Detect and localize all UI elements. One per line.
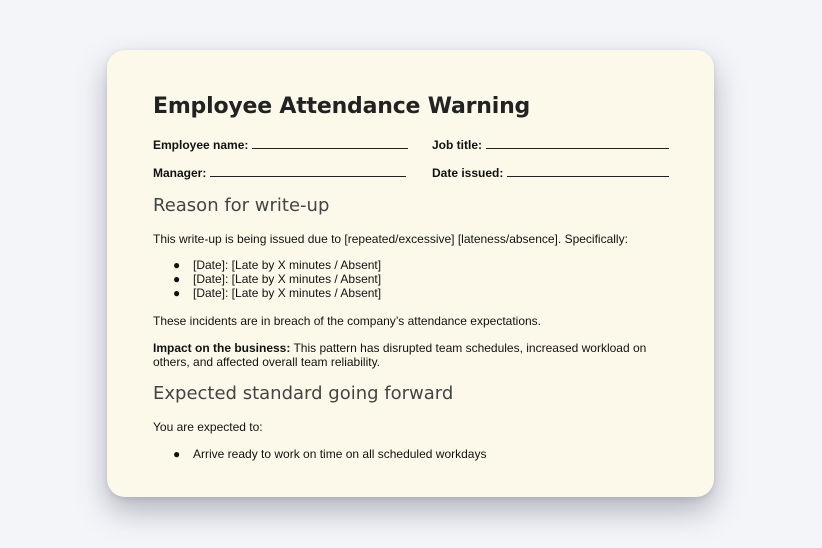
job-title-blank-line <box>486 137 669 149</box>
reason-section-heading: Reason for write-up <box>153 195 330 216</box>
list-item <box>153 258 381 272</box>
incident-text: [Date]: [Late by X minutes / Absent] <box>193 286 382 300</box>
employee-name-label: Employee name: <box>153 138 249 152</box>
list-item <box>153 272 381 286</box>
incident-text: [Date]: [Late by X minutes / Absent] <box>193 272 382 286</box>
manager-label: Manager: <box>153 166 207 180</box>
field-row-employee <box>153 137 669 152</box>
reason-intro: This write-up is being issued due to [repeated/excessive] [lateness/absence]. Specifically: <box>153 232 628 246</box>
document-title: Employee Attendance Warning <box>153 94 531 119</box>
employee-name-field <box>153 137 432 152</box>
job-title-label: Job title: <box>432 138 482 152</box>
field-row-manager <box>153 165 669 180</box>
expected-intro: You are expected to: <box>153 420 263 434</box>
incident-list <box>153 258 381 300</box>
list-item <box>153 286 381 300</box>
breach-statement: These incidents are in breach of the company’s attendance expectations. <box>153 314 542 328</box>
incident-text: [Date]: [Late by X minutes / Absent] <box>193 258 382 272</box>
bullet-icon: ● <box>173 272 181 286</box>
date-issued-label: Date issued: <box>432 166 504 180</box>
expected-section-heading: Expected standard going forward <box>153 383 454 404</box>
list-item <box>153 447 486 461</box>
employee-name-blank-line <box>252 137 408 149</box>
job-title-field <box>432 137 669 152</box>
impact-paragraph <box>153 341 673 369</box>
manager-field <box>153 165 432 180</box>
impact-text: This pattern has disrupted team schedules, increased workload on others, and affected overall team reliability. <box>153 341 647 369</box>
expected-list <box>153 447 486 461</box>
bullet-icon: ● <box>173 258 181 272</box>
warning-document-card <box>107 50 714 497</box>
impact-label: Impact on the business: <box>153 341 291 355</box>
date-issued-blank-line <box>507 165 669 177</box>
expected-item-text: Arrive ready to work on time on all scheduled workdays <box>193 447 487 461</box>
bullet-icon: ● <box>173 286 181 300</box>
manager-blank-line <box>210 165 406 177</box>
date-issued-field <box>432 165 669 180</box>
bullet-icon: ● <box>173 447 181 461</box>
